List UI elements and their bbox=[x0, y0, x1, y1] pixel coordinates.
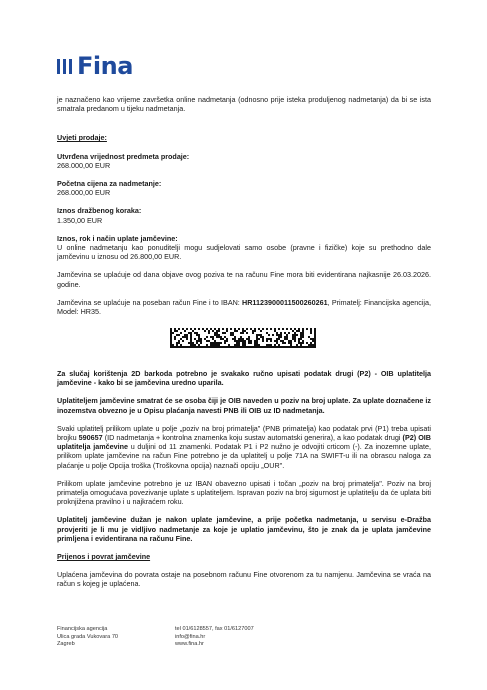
deposit-section bbox=[57, 234, 431, 262]
reference-text-2: (ID nadmetanja + kontrolna znamenka koju sustav automatski generira), a kao podatak drugi bbox=[102, 433, 403, 443]
deposit-account bbox=[57, 298, 431, 316]
field-starting-price bbox=[57, 179, 431, 197]
logo-bars-icon bbox=[57, 59, 72, 74]
iban-value: HR1123900011500260261 bbox=[242, 297, 328, 307]
field-label: Utvrđena vrijednost predmeta prodaje: bbox=[57, 151, 190, 161]
field-value: 268.000,00 EUR bbox=[57, 188, 111, 198]
payment-instructions bbox=[57, 369, 431, 589]
footer-street: Ulica grada Vukovara 70 bbox=[57, 633, 119, 640]
footer-phone: tel 01/6128557, fax 01/6127007 bbox=[175, 626, 254, 632]
reference-number: 590657 bbox=[78, 433, 103, 443]
2d-barcode-icon bbox=[170, 328, 316, 348]
field-value: 268.000,00 EUR bbox=[57, 160, 111, 170]
logo-wordmark: Fina bbox=[77, 52, 133, 80]
field-label: Početna cijena za nadmetanje: bbox=[57, 179, 162, 189]
field-bid-step bbox=[57, 206, 431, 224]
footer-email[interactable]: info@fina.hr bbox=[175, 633, 206, 640]
reference-p2-bold: (P2) OIB uplatitelja jamčevine bbox=[57, 433, 431, 452]
sale-conditions-heading: Uvjeti prodaje: bbox=[57, 133, 107, 143]
reference-instructions bbox=[57, 424, 431, 470]
payer-note: Uplatiteljem jamčevine smatrat će se osoba čiji je OIB naveden u poziv na broj uplate. Za uplate doznačene iz inozemstva obvezno je u Opisu plaćanja navesti PNB ili OIB uz ID nadmetanja. bbox=[57, 396, 431, 415]
field-value: 1.350,00 EUR bbox=[57, 215, 103, 225]
barcode-note: Za slučaj korištenja 2D barkoda potrebno je svakako ručno upisati podatak drugi (P2) - OIB uplatitelja jamčevine - kako bi se jamčevina uredno uparila. bbox=[57, 369, 431, 388]
footer-contact bbox=[175, 626, 254, 649]
deposit-label: Iznos, rok i način uplate jamčevine: bbox=[57, 233, 178, 243]
deposit-text: U online nadmetanju kao ponuditelji mogu sudjelovati samo osobe (pravne i fizičke) koje su prethodno dale jamčevinu u iznosu od 26.800,00 EUR. bbox=[57, 243, 431, 262]
fina-logo bbox=[57, 53, 133, 79]
footer-city: Zagreb bbox=[57, 641, 75, 648]
document-body bbox=[57, 95, 431, 316]
field-label: Iznos dražbenog koraka: bbox=[57, 206, 142, 216]
deposit-deadline: Jamčevina se uplaćuje od dana objave ovog poziva te na računu Fine mora biti evidentirana najkasnije 26.03.2026. godine. bbox=[57, 270, 431, 289]
refund-text: Uplaćena jamčevina do povrata ostaje na posebnom računu Fine otvorenom za tu namjenu. Jamčevina se vraća na račun s kojeg je uplaćena. bbox=[57, 570, 431, 589]
account-prefix: Jamčevina se uplaćuje na poseban račun Fine i to IBAN: bbox=[57, 297, 243, 307]
account-suffix: , Primatelj: Financijska agencija, Model: HR35. bbox=[57, 297, 431, 317]
footer-web[interactable]: www.fina.hr bbox=[175, 641, 204, 648]
intro-paragraph: je naznačeno kao vrijeme završetka online nadmetanja (odnosno prije isteka produljenog nadmetanja) da bi se ista smatrala predanom u tijeku nadmetanja. bbox=[57, 95, 431, 114]
field-estimated-value bbox=[57, 152, 431, 170]
obligation-note: Uplatitelj jamčevine dužan je nakon uplate jamčevine, a prije početka nadmetanja, u servisu e-Dražba provjeriti je li mu je vidljivo nadmetanje za koje je uplatio jamčevinu, što je znak da je uplata jamčevine primljena i evidentirana na računu Fine. bbox=[57, 515, 431, 543]
reference-text-1: Svaki uplatitelj prilikom uplate u polje „poziv na broj primatelja" (PNB primatelja) kao podatak prvi (P1) treba upisati brojku bbox=[57, 423, 431, 443]
iban-note: Prilikom uplate jamčevine potrebno je uz IBAN obavezno upisati i točan „poziv na broj primatelja". Poziv na broj primatelja omogućava povezivanje uplate s uplatiteljem. Ispravan poziv na broj sigurnost je uplatitelju da će uplata biti proknjižena pravilno i u najkraćem roku. bbox=[57, 478, 431, 507]
refund-heading: Prijenos i povrat jamčevine bbox=[57, 552, 151, 562]
footer-address bbox=[57, 626, 118, 649]
reference-text-3: u duljini od 11 znamenki. Podatak P1 i P2 nužno je odvojiti crticom (-). Za inozemne uplate, prilikom uplate jamčevine na račun Fine potrebno je da uplatitelj u polje 71A na SWIFT-u ili na obrascu naloga za plaćanje u polje Opcija troška (Troškovna opcija) naznači opciju „OUR". bbox=[57, 442, 431, 470]
footer-org: Financijska agencija bbox=[57, 626, 108, 632]
